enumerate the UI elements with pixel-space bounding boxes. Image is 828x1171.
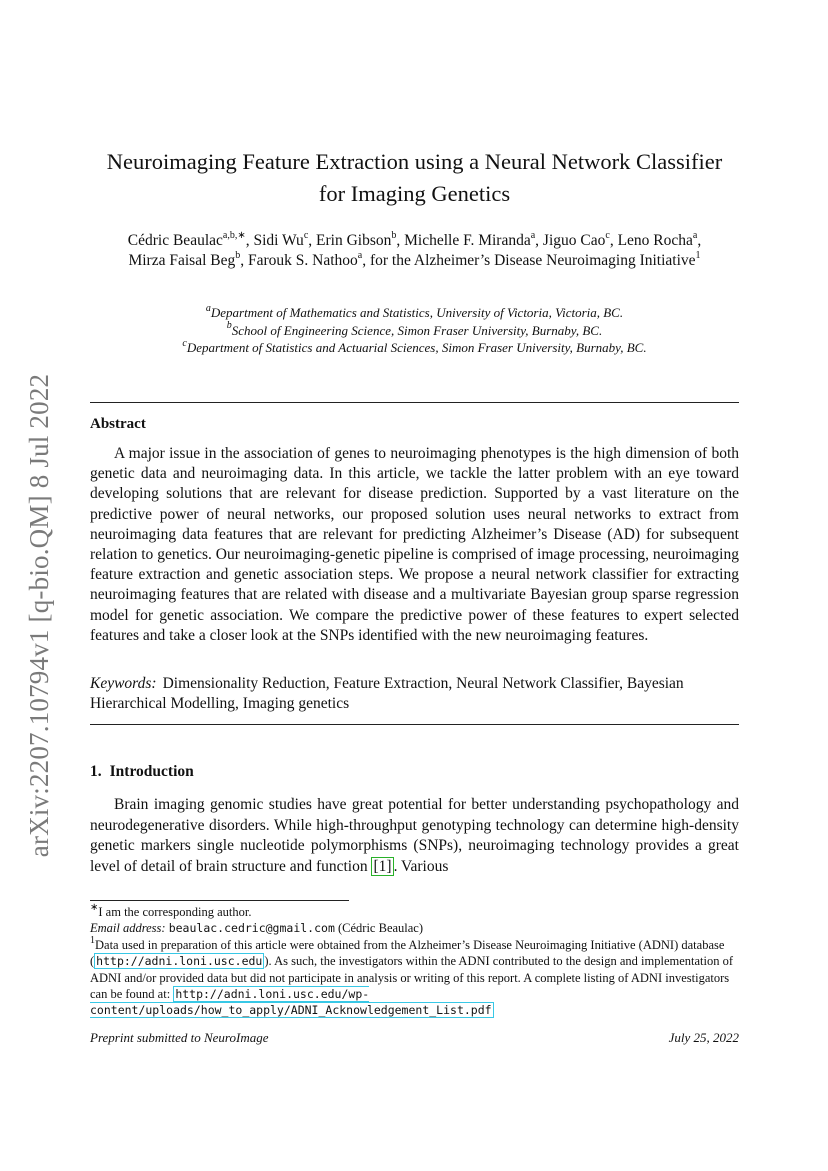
section-heading-introduction — [90, 763, 194, 781]
adni-url-link[interactable]: http://adni.loni.usc.edu — [96, 954, 263, 969]
arxiv-identifier — [20, 360, 60, 870]
email-address: beaulac.cedric@gmail.com — [168, 921, 335, 936]
author-list: Cédric Beaulac$^{a,b,∗}$, Sidi Wu$^c$, Erin Gibson$^b$, Michelle F. Miranda$^a$, Jiguo Cao$^c$, Leno Rocha$^a$, Mirza Faisal Beg$^b$, Farouk S. Nathoo$^a$, for the Alzheimer’s Disease Neuroimaging Initiative$^1$ — [127, 229, 702, 269]
affiliation-c: $^c$Department of Statistics and Actuarial Sciences, Simon Fraser University, Burnaby, BC. — [182, 337, 647, 355]
citation-link[interactable]: [1] — [373, 857, 392, 875]
preprint-date: July 25, 2022 — [668, 1030, 739, 1045]
keywords — [90, 674, 739, 714]
footnote-rule — [90, 900, 349, 901]
author: Leno Rocha$^a$ — [617, 229, 698, 249]
abstract-top-rule — [90, 402, 739, 403]
author: Mirza Faisal Beg$^b$ — [128, 249, 241, 269]
section-title: Introduction — [109, 763, 194, 780]
keywords-text: Dimensionality Reduction, Feature Extraction, Neural Network Classifier, Bayesian Hierarchical Modelling, Imaging genetics — [90, 675, 684, 713]
affiliations — [90, 304, 739, 357]
author: Sidi Wu$^c$ — [253, 229, 309, 249]
author: Jiguo Cao$^c$ — [542, 229, 610, 249]
page-footer — [90, 1030, 739, 1046]
abstract-text: A major issue in the association of genes to neuroimaging phenotypes is the high dimension of both genetic data and neuroimaging data. In this article, we tackle the latter problem with an eye toward developing solutions that are relevant for disease prediction. Supported by a vast literature on the predictive power of neural networks, our proposed solution uses neural networks to extract from neuroimaging data features that are relevant for predicting Alzheimer’s Disease (AD) for subsequent relation to genetics. Our neuroimaging-genetic pipeline is comprised of image processing, neuroimaging feature extraction and genetic association steps. We propose a neural network classifier for extracting neuroimaging features that are related with disease and a multivariate Bayesian group sparse regression model for genetic association. We compare the predictive power of these features to expert selected features and take a closer look at the SNPs identified with the new neuroimaging features. — [90, 445, 739, 644]
author: Cédric Beaulac$^{a,b,∗}$ — [127, 229, 246, 249]
author: Michelle F. Miranda$^a$ — [404, 229, 536, 249]
affiliation-b: $^b$School of Engineering Science, Simon Fraser University, Burnaby, BC. — [226, 320, 603, 338]
abstract-heading: Abstract — [90, 416, 146, 432]
footnote-email: Email address: beaulac.cedric@gmail.com (Cédric Beaulac) — [90, 921, 424, 936]
preprint-note: Preprint submitted to NeuroImage — [90, 1030, 269, 1045]
footnote-corresponding: ∗I am the corresponding author. — [90, 901, 252, 919]
keywords-label: Keywords: — [90, 675, 157, 692]
section-number: 1. — [90, 763, 102, 780]
author: Erin Gibson$^b$ — [316, 229, 397, 249]
abstract-bottom-rule — [90, 724, 739, 725]
title-line-2: for Imaging Genetics — [318, 181, 511, 206]
footnote-adni: $^1$Data used in preparation of this article were obtained from the Alzheimer’s Disease Neuroimaging Initiative (ADNI) database ( http://adni.loni.usc.edu ). As such, the investigators within the ADNI contributed to the design and implementation of ADNI and/or provided data but did not participate in analysis or writing of this report. A complete listing of ADNI investigators can be found at: http://adni.loni.usc.edu/wp-content/uploads/how_to_apply/ADNI_Acknowledgement_List.pdf — [90, 934, 734, 1018]
introduction-paragraph: Brain imaging genomic studies have great potential for better understanding psychopathology and neurodegenerative disorders. While high-throughput genotyping technology can determine high-density genetic markers single nucleotide polymorphisms (SNPs), neuroimaging technology provides a great level of detail of brain structure and function [1] . Various — [90, 796, 739, 875]
arxiv-id-text: arXiv:2207.10794v1 [q-bio.QM] 8 Jul 2022 — [24, 373, 55, 857]
paper-title — [90, 146, 739, 210]
title-line-1: Neuroimaging Feature Extraction using a Neural Network Classifier — [106, 149, 723, 174]
affiliation-a: $^a$Department of Mathematics and Statistics, University of Victoria, Victoria, BC. — [205, 302, 624, 320]
author: Farouk S. Nathoo$^a$ — [247, 249, 363, 269]
adni-acknowledgement-link[interactable]: http://adni.loni.usc.edu/wp-content/uploads/how_to_apply/ADNI_Acknowledgement_List.pdf — [90, 987, 492, 1018]
footnotes — [90, 901, 739, 1019]
authors-consortium: for the Alzheimer’s Disease Neuroimaging Initiative$^1$ — [369, 249, 701, 269]
